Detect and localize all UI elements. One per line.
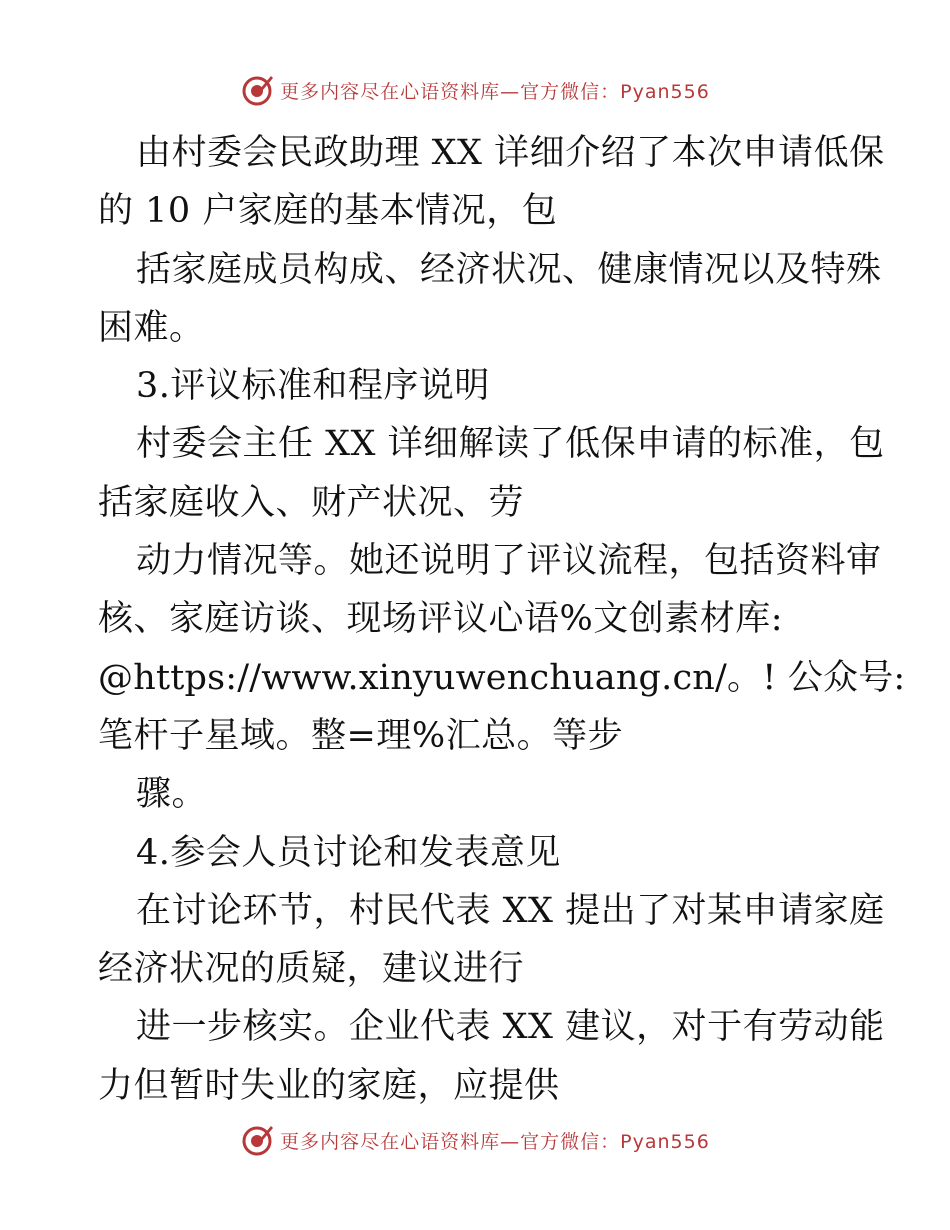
paragraph-line: 进一步核实。企业代表 XX 建议，对于有劳动能 <box>136 1007 885 1048</box>
paragraph-line: 的 10 户家庭的基本情况，包 <box>98 191 558 232</box>
section-heading: 3.评议标准和程序说明 <box>136 366 490 407</box>
section-heading: 4.参会人员讨论和发表意见 <box>136 832 561 873</box>
paragraph-line: 括家庭成员构成、经济状况、健康情况以及特殊 <box>136 249 882 290</box>
paragraph-line: 笔杆子星域。整=理%汇总。等步 <box>98 715 624 756</box>
footer-watermark-banner <box>0 1120 950 1160</box>
paragraph-line: 村委会主任 XX 详细解读了低保申请的标准，包 <box>136 424 885 465</box>
header-watermark-banner <box>0 70 950 110</box>
paragraph-line: 动力情况等。她还说明了评议流程，包括资料审 <box>136 541 882 582</box>
header-watermark-text: 更多内容尽在心语资料库—官方微信：Pyan556 <box>280 80 710 103</box>
paragraph-line: 经济状况的质疑，建议进行 <box>98 949 525 990</box>
paragraph-line: 核、家庭访谈、现场评议心语%文创素材库: <box>98 599 784 640</box>
document-body <box>98 124 906 1115</box>
paragraph-line: 力但暂时失业的家庭，应提供 <box>98 1065 560 1106</box>
paragraph-line: @https://www.xinyuwenchuang.cn/。! 公众号: <box>98 657 906 698</box>
paragraph-line: 困难。 <box>98 307 205 348</box>
paragraph-line: 在讨论环节，村民代表 XX 提出了对某申请家庭 <box>136 890 885 931</box>
paragraph-line: 由村委会民政助理 XX 详细介绍了本次申请低保 <box>136 133 885 173</box>
quill-seal-icon <box>240 1123 274 1157</box>
quill-seal-icon <box>240 73 274 107</box>
paragraph-line: 括家庭收入、财产状况、劳 <box>98 482 525 523</box>
paragraph-line: 骤。 <box>136 774 208 815</box>
footer-watermark-text: 更多内容尽在心语资料库—官方微信：Pyan556 <box>280 1130 710 1153</box>
